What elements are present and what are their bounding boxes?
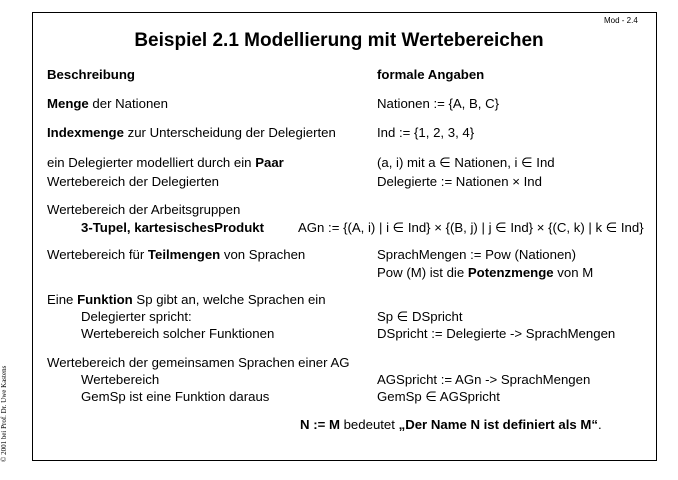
delegierte-formal: Delegierte := Nationen × Ind bbox=[377, 174, 542, 189]
teilmengen-pre: Wertebereich für bbox=[47, 247, 148, 262]
slide-id: Mod - 2.4 bbox=[604, 16, 638, 25]
teilmengen-post: von Sprachen bbox=[220, 247, 306, 262]
sp-formal: Sp ∈ DSpricht bbox=[377, 309, 463, 324]
indexmenge-description bbox=[47, 125, 336, 141]
paar-term: Paar bbox=[255, 155, 284, 170]
funktion-description bbox=[47, 292, 326, 308]
tupel-term bbox=[81, 220, 264, 236]
note-mid: bedeutet bbox=[339, 417, 399, 432]
potenzmenge-post: von M bbox=[553, 265, 594, 280]
slide-title: Beispiel 2.1 Modellierung mit Wertebereichen bbox=[134, 30, 544, 51]
teilmengen-term: Teilmengen bbox=[147, 247, 221, 262]
indexmenge-term: Indexmenge bbox=[47, 125, 124, 140]
delegierter-spricht: Delegierter spricht: bbox=[81, 309, 192, 324]
dspricht-formal: DSpricht := Delegierte -> SprachMengen bbox=[377, 326, 616, 341]
menge-description bbox=[47, 96, 168, 112]
definition-note bbox=[300, 417, 602, 433]
menge-formal: Nationen := {A, B, C} bbox=[377, 96, 500, 111]
arbeitsgruppen-description: Wertebereich der Arbeitsgruppen bbox=[47, 202, 241, 217]
column-header-formal: formale Angaben bbox=[377, 67, 485, 82]
teilmengen-description bbox=[47, 247, 305, 263]
agn-formal: AGn := {(A, i) | i ∈ Ind} × {(B, j) | j ∈ Ind} × {(C, k) | k ∈ Ind} bbox=[298, 220, 644, 235]
funktion-post: Sp gibt an, welche Sprachen ein bbox=[132, 292, 326, 307]
gemeinsam-description: Wertebereich der gemeinsamen Sprachen einer AG bbox=[47, 355, 350, 370]
sprachmengen-formal: SprachMengen := Pow (Nationen) bbox=[377, 247, 577, 262]
agspricht-formal: AGSpricht := AGn -> SprachMengen bbox=[377, 372, 591, 387]
paar-description bbox=[47, 155, 284, 171]
indexmenge-rest: zur Unterscheidung der Delegierten bbox=[123, 125, 336, 140]
column-header-description: Beschreibung bbox=[47, 67, 135, 82]
paar-pre: ein Delegierter modelliert durch ein bbox=[47, 155, 256, 170]
menge-rest: der Nationen bbox=[88, 96, 168, 111]
funktion-pre: Eine bbox=[47, 292, 78, 307]
potenzmenge-term: Potenzmenge bbox=[467, 265, 554, 280]
indexmenge-formal: Ind := {1, 2, 3, 4} bbox=[377, 125, 475, 140]
gemsp-formal: GemSp ∈ AGSpricht bbox=[377, 389, 500, 404]
funktion-term: Funktion bbox=[77, 292, 133, 307]
tupel-term-part2: Produkt bbox=[214, 220, 264, 235]
paar-formal: (a, i) mit a ∈ Nationen, i ∈ Ind bbox=[377, 155, 555, 170]
note-quote: „Der Name N ist definiert als M“ bbox=[398, 417, 598, 432]
gemsp-description: GemSp ist eine Funktion daraus bbox=[81, 389, 270, 404]
potenzmenge-formal bbox=[377, 265, 593, 281]
funktionen-wertebereich: Wertebereich solcher Funktionen bbox=[81, 326, 275, 341]
potenzmenge-pre: Pow (M) ist die bbox=[377, 265, 468, 280]
menge-term: Menge bbox=[47, 96, 89, 111]
copyright-note: © 2001 bei Prof. Dr. Uwe Kastens bbox=[0, 365, 8, 462]
delegierte-description: Wertebereich der Delegierten bbox=[47, 174, 220, 189]
tupel-term-part1: 3-Tupel, kartesisches bbox=[81, 220, 215, 235]
note-term: N := M bbox=[300, 417, 340, 432]
note-end: . bbox=[597, 417, 602, 432]
gemeinsam-wertebereich: Wertebereich bbox=[81, 372, 160, 387]
